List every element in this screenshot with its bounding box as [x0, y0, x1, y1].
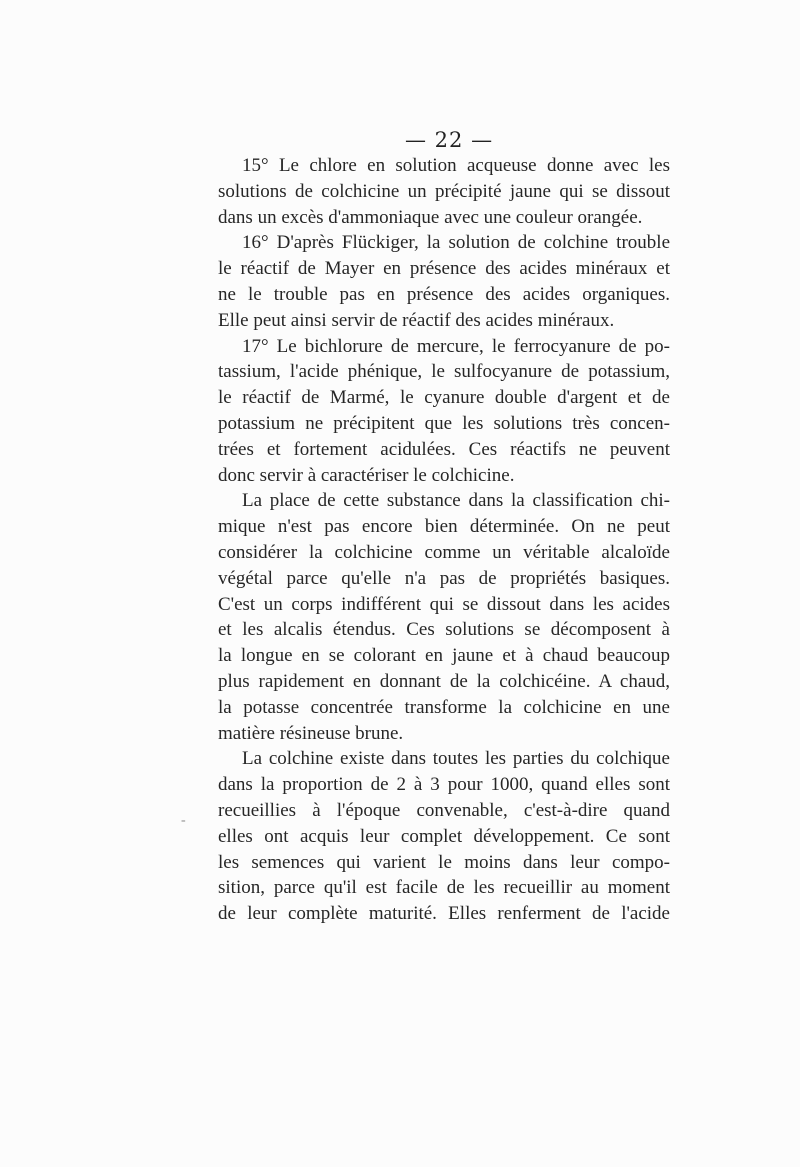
text-line: tassium, l'acide phénique, le sulfocyanure de potassium, — [218, 361, 670, 383]
text-line: de leur complète maturité. Elles renferment de l'acide — [218, 903, 670, 925]
text-line: 15° Le chlore en solution acqueuse donne avec les — [242, 155, 670, 176]
margin-mark: - — [181, 813, 186, 828]
text-line: potassium ne précipitent que les solutions très concen- — [218, 412, 670, 434]
text-line: Elle peut ainsi servir de réactif des acides minéraux. — [218, 309, 615, 331]
text-line: et les alcalis étendus. Ces solutions se décomposent à — [218, 619, 670, 641]
text-line: ne le trouble pas en présence des acides organiques. — [218, 283, 670, 305]
text-line: La colchine existe dans toutes les parties du colchique — [242, 748, 670, 770]
text-line: le réactif de Mayer en présence des acides minéraux et — [218, 258, 670, 280]
text-line: sition, parce qu'il est facile de les recueillir au moment — [218, 877, 670, 899]
text-line: mique n'est pas encore bien déterminée. On ne peut — [218, 516, 670, 538]
text-line: végétal parce qu'elle n'a pas de propriétés basiques. — [218, 567, 670, 589]
text-line: le réactif de Marmé, le cyanure double d'argent et de — [218, 387, 670, 409]
text-line: les semences qui varient le moins dans leur compo- — [218, 851, 670, 873]
text-line: la longue en se colorant en jaune et à chaud beaucoup — [218, 645, 670, 667]
text-line: dans un excès d'ammoniaque avec une couleur orangée. — [218, 206, 643, 228]
text-line: trées et fortement acidulées. Ces réactifs ne peuvent — [218, 438, 670, 460]
text-line: plus rapidement en donnant de la colchicéine. A chaud, — [218, 670, 670, 692]
text-line: dans la proportion de 2 à 3 pour 1000, quand elles sont — [218, 774, 670, 796]
text-line: considérer la colchicine comme un véritable alcaloïde — [218, 541, 670, 563]
text-line: matière résineuse brune. — [218, 722, 404, 744]
text-line: donc servir à caractériser le colchicine. — [218, 464, 515, 486]
text-line: La place de cette substance dans la classification chi- — [242, 490, 670, 512]
text-line: 17° Le bichlorure de mercure, le ferrocyanure de po- — [242, 335, 670, 357]
page-number: — 22 — — [405, 128, 494, 152]
text-line: la potasse concentrée transforme la colchicine en une — [218, 696, 670, 718]
text-line: solutions de colchicine un précipité jaune qui se dissout — [218, 180, 670, 202]
text-line: elles ont acquis leur complet développement. Ce sont — [218, 825, 670, 847]
text-line: recueillies à l'époque convenable, c'est-à-dire quand — [218, 799, 670, 821]
text-line: 16° D'après Flückiger, la solution de colchine trouble — [242, 232, 670, 254]
body-text — [218, 153, 670, 927]
text-line: C'est un corps indifférent qui se dissout dans les acides — [218, 593, 670, 615]
